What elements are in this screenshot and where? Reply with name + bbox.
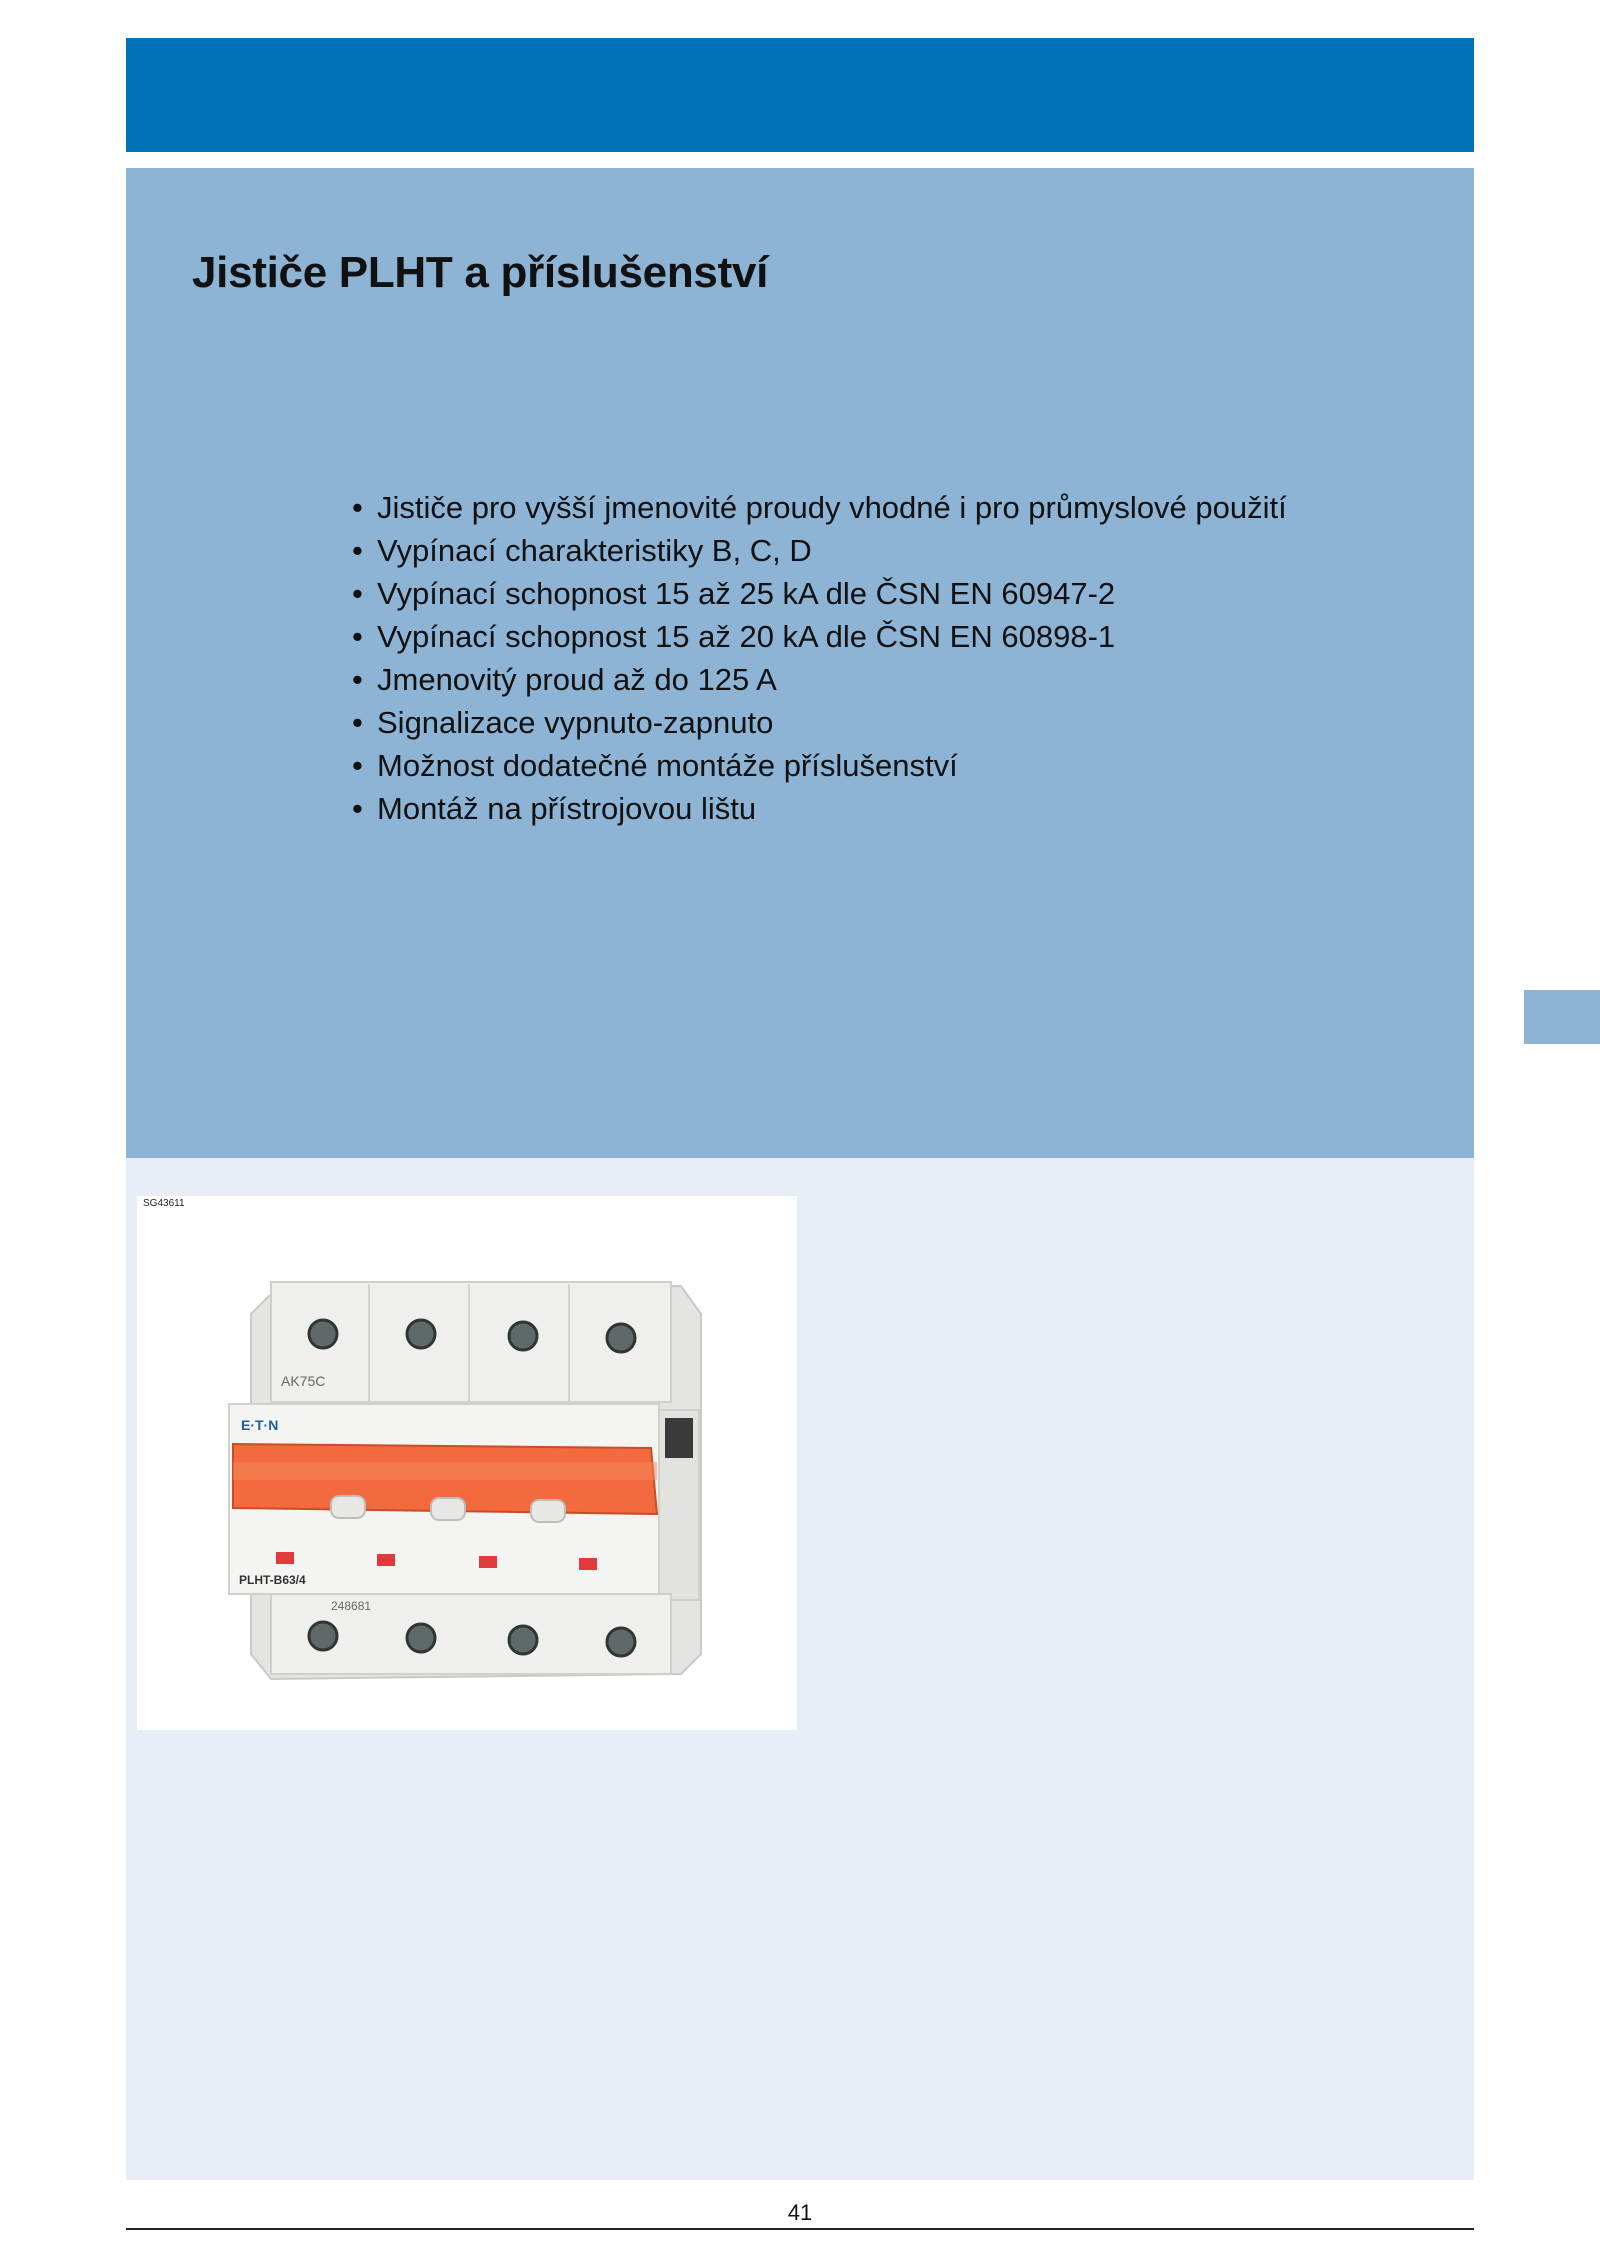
photo-code: SG43611 [143,1198,185,1209]
circuit-breaker-illustration [181,1234,761,1704]
feature-item: • Jmenovitý proud až do 125 A [352,658,1302,701]
feature-item: • Montáž na přístrojovou lištu [352,787,1302,830]
feature-item: • Jističe pro vyšší jmenovité proudy vhodné i pro průmyslové použití [352,486,1302,529]
page-title: Jističe PLHT a příslušenství [192,248,769,297]
feature-item: • Vypínací schopnost 15 až 20 kA dle ČSN EN 60898-1 [352,615,1302,658]
top-band [126,38,1474,152]
feature-item: • Vypínací charakteristiky B, C, D [352,529,1302,572]
brand-logo: E·T·N [241,1417,279,1433]
section-tab [1524,990,1600,1044]
feature-item: • Vypínací schopnost 15 až 25 kA dle ČSN EN 60947-2 [352,572,1302,615]
product-photo [137,1196,797,1730]
feature-list [352,486,1302,830]
model-label: PLHT-B63/4 [239,1573,306,1587]
page-number: 41 [787,2200,813,2225]
serial-label: 248681 [331,1599,372,1613]
breaker-label-top: AK75C [281,1373,326,1389]
feature-item: • Signalizace vypnuto-zapnuto [352,701,1302,744]
footer-divider [126,2228,1474,2230]
feature-item: • Možnost dodatečné montáže příslušenství [352,744,1302,787]
